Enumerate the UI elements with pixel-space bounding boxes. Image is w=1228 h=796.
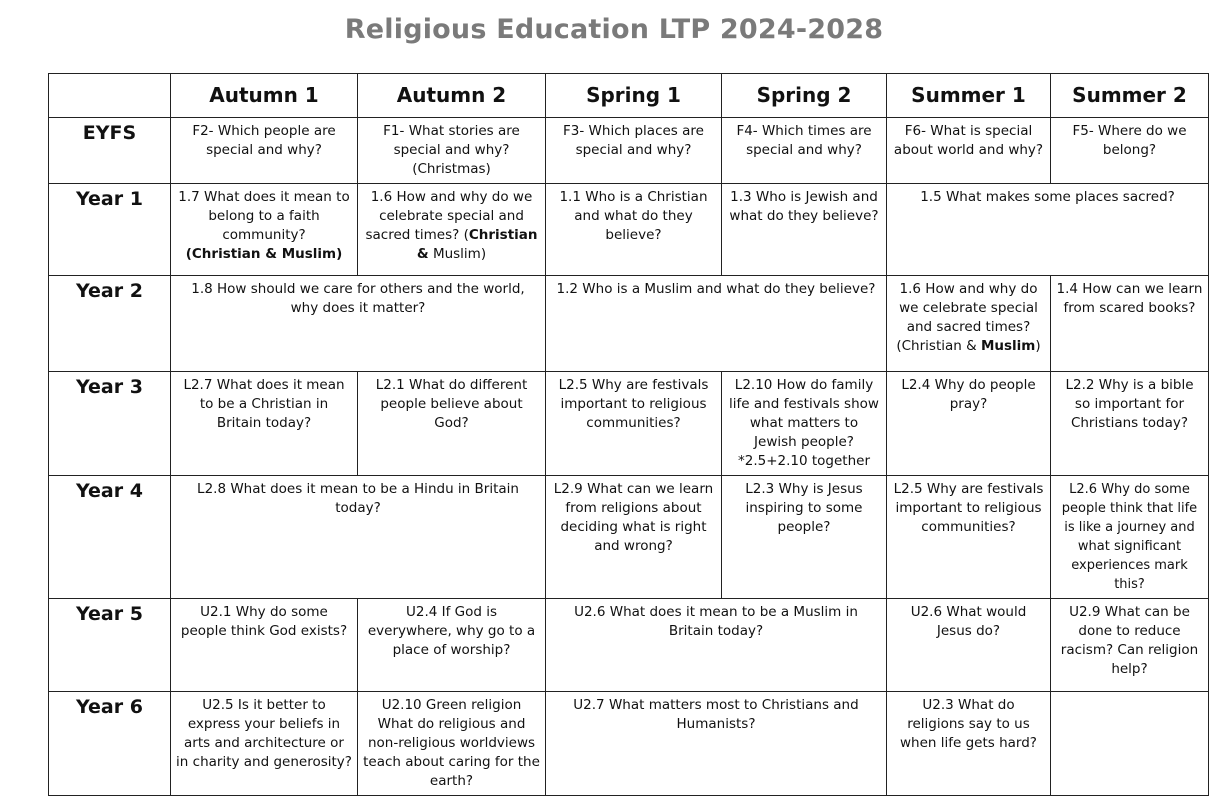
cell-eyfs-spring-2: F4- Which times are special and why? bbox=[722, 118, 887, 184]
topic-note-start: (Christian & bbox=[896, 338, 981, 354]
cell-year-3-autumn-2: L2.1 What do different people believe about God? bbox=[358, 372, 546, 476]
topic-bold: Christian & bbox=[416, 227, 538, 262]
header-row bbox=[49, 74, 1209, 118]
cell-year-3-spring-1: L2.5 Why are festivals important to religious communities? bbox=[546, 372, 722, 476]
topic-text: 1.6 How and why do we celebrate special and sacred times? ( bbox=[365, 189, 533, 243]
cell-year-4-summer-1: L2.5 Why are festivals important to religious communities? bbox=[887, 476, 1051, 599]
cell-year-5-summer-2: U2.9 What can be done to reduce racism? Can religion help? bbox=[1051, 599, 1209, 692]
term-header-autumn-1: Autumn 1 bbox=[171, 74, 358, 118]
cell-year-4-spring-1: L2.9 What can we learn from religions about deciding what is right and wrong? bbox=[546, 476, 722, 599]
topic-text: 1.7 What does it mean to belong to a faith community? bbox=[178, 189, 350, 243]
row-eyfs bbox=[49, 118, 1209, 184]
cell-year-6-autumn-1: U2.5 Is it better to express your beliefs in arts and architecture or in charity and generosity? bbox=[171, 692, 358, 796]
cell-year-2-summer-1 bbox=[887, 276, 1051, 372]
cell-year-3-summer-2: L2.2 Why is a bible so important for Christians today? bbox=[1051, 372, 1209, 476]
page-title: Religious Education LTP 2024-2028 bbox=[344, 14, 884, 45]
term-header-summer-2: Summer 2 bbox=[1051, 74, 1209, 118]
cell-year-2-spring: 1.2 Who is a Muslim and what do they believe? bbox=[546, 276, 887, 372]
cell-year-6-spring: U2.7 What matters most to Christians and Humanists? bbox=[546, 692, 887, 796]
cell-eyfs-summer-1: F6- What is special about world and why? bbox=[887, 118, 1051, 184]
row-year-3 bbox=[49, 372, 1209, 476]
year-label-year-2: Year 2 bbox=[49, 276, 171, 372]
term-header-spring-1: Spring 1 bbox=[546, 74, 722, 118]
topic-note-bold: Muslim bbox=[980, 338, 1036, 354]
cell-year-1-autumn-1 bbox=[171, 184, 358, 276]
row-year-1 bbox=[49, 184, 1209, 276]
cell-year-4-spring-2: L2.3 Why is Jesus inspiring to some people? bbox=[722, 476, 887, 599]
cell-eyfs-spring-1: F3- Which places are special and why? bbox=[546, 118, 722, 184]
row-year-4 bbox=[49, 476, 1209, 599]
topic-end: Muslim) bbox=[428, 246, 487, 262]
cell-eyfs-summer-2: F5- Where do we belong? bbox=[1051, 118, 1209, 184]
cell-year-1-spring-2: 1.3 Who is Jewish and what do they believe? bbox=[722, 184, 887, 276]
topic-note: *2.5+2.10 together bbox=[737, 453, 870, 469]
cell-year-1-summer: 1.5 What makes some places sacred? bbox=[887, 184, 1209, 276]
term-header-autumn-2: Autumn 2 bbox=[358, 74, 546, 118]
row-year-2 bbox=[49, 276, 1209, 372]
term-header-spring-2: Spring 2 bbox=[722, 74, 887, 118]
topic-text: F1- What stories are special and why? bbox=[383, 123, 520, 158]
cell-year-3-summer-1: L2.4 Why do people pray? bbox=[887, 372, 1051, 476]
cell-year-5-autumn-1: U2.1 Why do some people think God exists? bbox=[171, 599, 358, 692]
cell-year-6-summer-1: U2.3 What do religions say to us when life gets hard? bbox=[887, 692, 1051, 796]
cell-year-2-summer-2: 1.4 How can we learn from scared books? bbox=[1051, 276, 1209, 372]
row-year-6 bbox=[49, 692, 1209, 796]
year-label-year-3: Year 3 bbox=[49, 372, 171, 476]
cell-year-5-spring: U2.6 What does it mean to be a Muslim in Britain today? bbox=[546, 599, 887, 692]
cell-year-3-autumn-1: L2.7 What does it mean to be a Christian in Britain today? bbox=[171, 372, 358, 476]
topic-text: L2.10 How do family life and festivals show what matters to Jewish people? bbox=[729, 377, 879, 450]
cell-year-2-autumn: 1.8 How should we care for others and the world, why does it matter? bbox=[171, 276, 546, 372]
cell-year-6-summer-2 bbox=[1051, 692, 1209, 796]
topic-text: 1.6 How and why do we celebrate special and sacred times? bbox=[899, 281, 1038, 335]
year-label-year-5: Year 5 bbox=[49, 599, 171, 692]
cell-year-4-summer-2: L2.6 Why do some people think that life is like a journey and what significant experiences mark this? bbox=[1051, 476, 1209, 599]
cell-year-1-autumn-2 bbox=[358, 184, 546, 276]
ltp-table bbox=[48, 73, 1209, 796]
cell-year-6-autumn-2: U2.10 Green religion What do religious and non-religious worldviews teach about caring for the earth? bbox=[358, 692, 546, 796]
topic-note-end: ) bbox=[1035, 338, 1041, 354]
topic-note: (Christian & Muslim) bbox=[185, 246, 343, 262]
cell-eyfs-autumn-2 bbox=[358, 118, 546, 184]
year-label-year-4: Year 4 bbox=[49, 476, 171, 599]
cell-year-1-spring-1: 1.1 Who is a Christian and what do they believe? bbox=[546, 184, 722, 276]
cell-year-5-summer-1: U2.6 What would Jesus do? bbox=[887, 599, 1051, 692]
term-header-summer-1: Summer 1 bbox=[887, 74, 1051, 118]
topic-note: (Christmas) bbox=[412, 161, 491, 177]
year-label-eyfs: EYFS bbox=[49, 118, 171, 184]
corner-cell bbox=[49, 74, 171, 118]
year-label-year-6: Year 6 bbox=[49, 692, 171, 796]
cell-eyfs-autumn-1: F2- Which people are special and why? bbox=[171, 118, 358, 184]
cell-year-3-spring-2 bbox=[722, 372, 887, 476]
row-year-5 bbox=[49, 599, 1209, 692]
cell-year-5-autumn-2: U2.4 If God is everywhere, why go to a place of worship? bbox=[358, 599, 546, 692]
year-label-year-1: Year 1 bbox=[49, 184, 171, 276]
cell-year-4-autumn: L2.8 What does it mean to be a Hindu in Britain today? bbox=[171, 476, 546, 599]
